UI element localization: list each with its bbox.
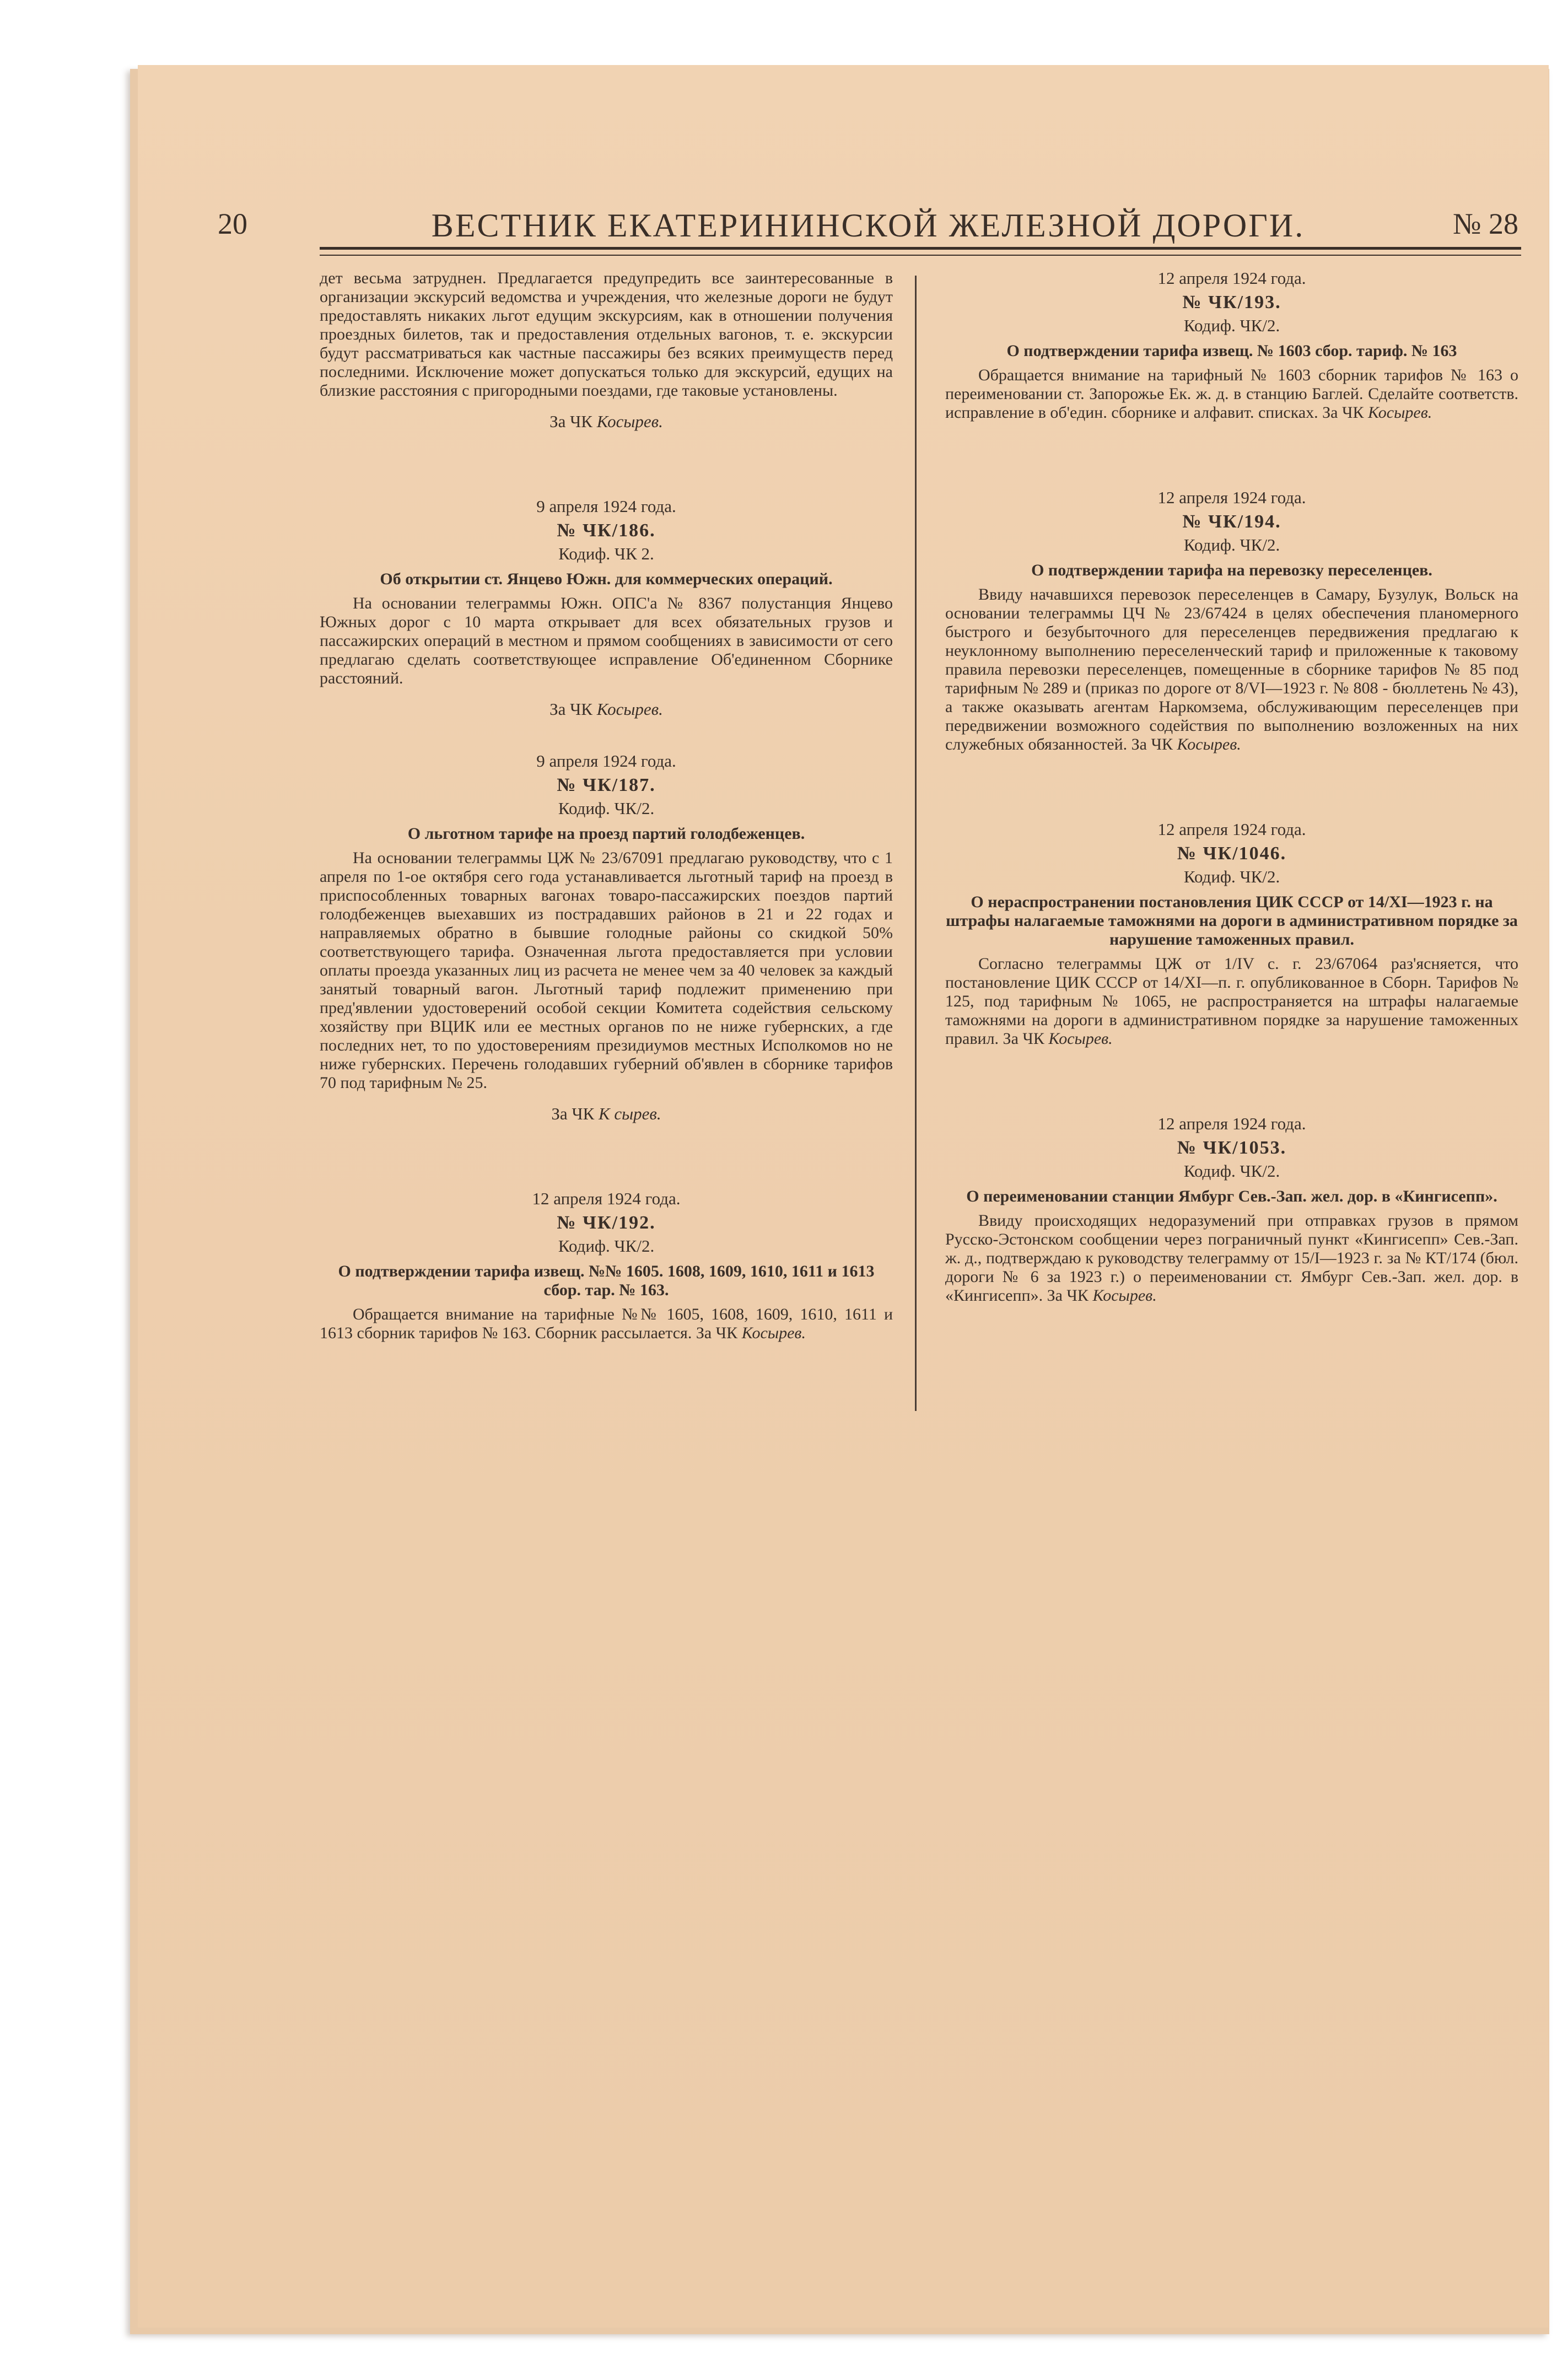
order-kod: Кодиф. ЧК 2. (558, 544, 654, 563)
order-date: 9 апреля 1924 года. (536, 751, 676, 771)
order-kod: Кодиф. ЧК/2. (1183, 316, 1280, 335)
order-date: 12 апреля 1924 года. (1157, 820, 1306, 839)
order-kod: Кодиф. ЧК/2. (1183, 867, 1280, 886)
order-date: 12 апреля 1924 года. (1157, 488, 1306, 507)
order-date: 9 апреля 1924 года. (536, 497, 676, 516)
order-subject: О подтверждении тарифа извещ. № 1603 сбор. тариф. № 163 (1006, 342, 1457, 360)
order-kod: Кодиф. ЧК/2. (558, 1236, 655, 1256)
order-number: № ЧК/187. (557, 775, 656, 795)
order-subject: О подтверждении тарифа извещ. №№ 1605. 1608, 1609, 1610, 1611 и 1613 сбор. тар. № 163. (338, 1262, 875, 1299)
order-194 (945, 488, 1518, 754)
order-text: На основании телеграммы ЦЖ № 23/67091 предлагаю руководству, что с 1 апреля по 1-ое октября сего года устанавливается льготный тариф на проезд в приспособленных товарных вагонах товаро-пассажирских поездов партий голодбеженцев выехавших из пострадавших районов в 21 и 22 годах и направляемых обратно в бывшие голодные районы со скидкой 50% соответствующего тарифа. Означенная льгота предоставляется при условии оплаты проезда указанных лиц из расчета не менее чем за 40 человек за каждый занятый товарный вагон. Льготный тариф подлежит применению при пред'явлении удостоверений особой секции Комитета содействия сельскому хозяйству при ВЦИК или ее местных органов по не ниже губернских, а где последних нет, то по удостоверениям президиумов местных Исполкомов но не ниже губернских. Перечень голодавших губерний об'явлен в сборнике тарифов 70 под тарифным № 25. (320, 849, 893, 1092)
right-column (945, 269, 1518, 1305)
header-rule-thick (320, 247, 1521, 250)
intro-signature: За ЧК Косырев. (549, 412, 663, 431)
order-text: Ввиду происходящих недоразумений при отправках грузов в прямом Русско-Эстонском сообщении через пограничный пункт «Кингисепп» Сев.-Зап. ж. д., подтверждаю к руководству телеграмму от 15/I—1923 г. за № КТ/174 (бюл. дороги № 6 за 1923 г.) о переименовании ст. Ямбург Сев.-Зап. жел. дор. в «Кингисепп». За ЧК Косырев. (945, 1211, 1518, 1305)
order-1053 (945, 1114, 1518, 1305)
order-number: № ЧК/193. (1182, 292, 1281, 313)
order-number: № ЧК/1046. (1177, 843, 1287, 864)
intro-paragraph: дет весьма затруднен. Предлагается предупредить все заинтересованные в организации экскурсий ведомства и учреждения, что железные дороги не будут предоставлять никаких льгот едущим экскурсиям, как в отношении получения проездных билетов, так и предоставления отдельных вагонов, т. е. экскурсии будут рассматриваться как частные пассажиры без всяких преимуществ перед последними. Исключение может допускаться только для экскурсий, едущих на близкие расстояния с пригородными поездами, где таковые установлены. (320, 269, 893, 400)
order-kod: Кодиф. ЧК/2. (1183, 535, 1280, 554)
order-subject: О льготном тарифе на проезд партий голодбеженцев. (407, 825, 805, 843)
order-186 (320, 497, 893, 719)
header-rule-thin (320, 255, 1521, 256)
order-date: 12 апреля 1924 года. (532, 1189, 681, 1208)
order-number: № ЧК/194. (1182, 511, 1281, 532)
order-kod: Кодиф. ЧК/2. (1183, 1161, 1280, 1181)
column-divider (915, 276, 917, 1411)
order-subject: О подтверждении тарифа на перевозку переселенцев. (1031, 561, 1432, 579)
order-number: № ЧК/186. (557, 520, 656, 541)
order-text: Обращается внимание на тарифный № 1603 сборник тарифов № 163 о переименовании ст. Запорожье Ек. ж. д. в станцию Баглей. Сделайте соответств. исправление в об'един. сборнике и алфавит. списках. За ЧК Косырев. (945, 366, 1518, 422)
order-text: Ввиду начавшихся перевозок переселенцев в Самару, Бузулук, Вольск на основании телеграммы ЦЧ № 23/67424 в целях обеспечения планомерного быстрого и безубыточного для переселенцев передвижения предлагаю к неуклонному выполнению переселенческий тариф и приложенные к таковому правила перевозки переселенцев, помещенные в сборнике тарифов № 85 под тарифным № 289 и (приказ по дороге от 8/VI—1923 г. № 808 - бюллетень № 43), а также оказывать агентам Наркомзема, обслуживающим переселенцев при передвижении возможного содействия по выполнению возложенных на них служебных обязанностей. За ЧК Косырев. (945, 585, 1518, 753)
left-column (320, 269, 893, 1343)
issue-number: № 28 (1452, 207, 1518, 240)
page-number: 20 (218, 207, 247, 240)
order-number: № ЧК/192. (557, 1213, 656, 1233)
order-signature: За ЧК Косырев. (549, 699, 663, 719)
order-date: 12 апреля 1924 года. (1157, 1114, 1306, 1133)
order-192 (320, 1189, 893, 1343)
order-subject: Об открытии ст. Янцево Южн. для коммерческих операций. (380, 570, 833, 588)
order-date: 12 апреля 1924 года. (1157, 268, 1306, 288)
order-text: Обращается внимание на тарифные №№ 1605, 1608, 1609, 1610, 1611 и 1613 сборник тарифов № 163. Сборник рассылается. За ЧК Косырев. (320, 1305, 893, 1342)
order-signature: За ЧК К сырев. (551, 1104, 661, 1123)
order-number: № ЧК/1053. (1177, 1138, 1287, 1158)
order-193 (945, 269, 1518, 422)
newspaper-title: ВЕСТНИК ЕКАТЕРИНИНСКОЙ ЖЕЛЕЗНОЙ ДОРОГИ. (431, 207, 1305, 244)
order-text: Согласно телеграммы ЦЖ от 1/IV с. г. 23/67064 раз'ясняется, что постановление ЦИК СССР от 14/XI—п. г. опубликованное в Сборн. Тарифов № 125, под тарифным № 1065, не распространяется на штрафы налагаемые таможнями на дороги в административном порядке за нарушение таможенных правил. За ЧК Косырев. (945, 955, 1518, 1048)
order-kod: Кодиф. ЧК/2. (558, 799, 655, 818)
page-header (218, 207, 1518, 245)
order-1046 (945, 820, 1518, 1048)
order-187 (320, 752, 893, 1123)
order-text: На основании телеграммы Южн. ОПС'а № 8367 полустанция Янцево Южных дорог с 10 марта открывает для всех обязательных грузов и пассажирских операций в местном и прямом сообщениях в зависимости от сего предлагаю сделать соответствующее исправление Об'единенном Сборнике расстояний. (320, 594, 893, 687)
order-subject: О нераспространении постановления ЦИК СССР от 14/XI—1923 г. на штрафы налагаемые таможнями на дороги в административном порядке за нарушение таможенных правил. (946, 893, 1518, 949)
order-subject: О переименовании станции Ямбург Сев.-Зап. жел. дор. в «Кингисепп». (966, 1187, 1497, 1205)
